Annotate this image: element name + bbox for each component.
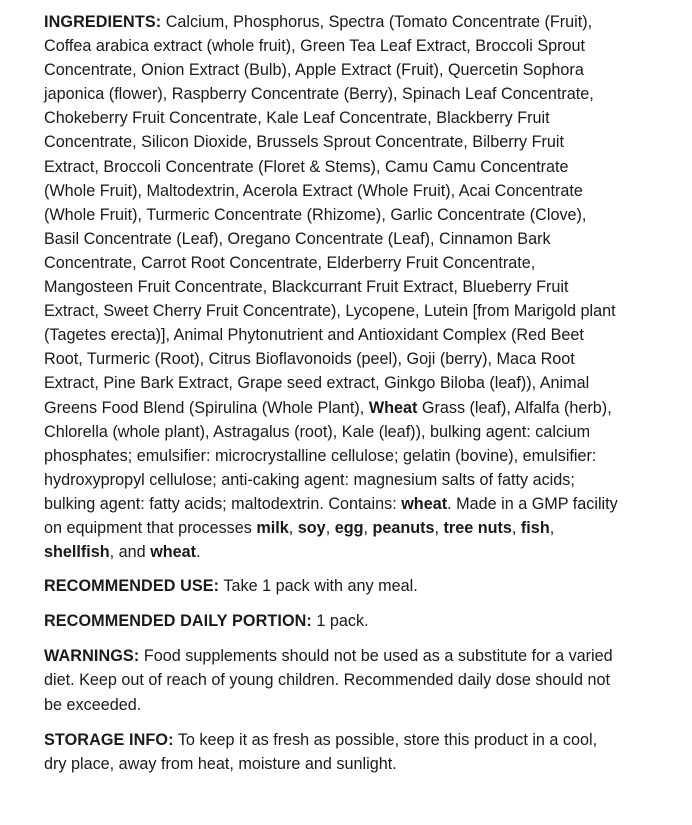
separator: ,	[434, 518, 444, 537]
separator: ,	[511, 518, 521, 537]
recommended-use-label: RECOMMENDED USE:	[44, 577, 220, 596]
facility-text: . Made in a GMP facility on equipment that processes	[44, 494, 618, 537]
allergen-peanuts: peanuts	[372, 518, 435, 537]
storage-text: To keep it as fresh as possible, store this product in a cool, dry place, away from heat, moisture and sunlight.	[44, 730, 598, 773]
warnings-text: Food supplements should not be used as a substitute for a varied diet. Keep out of reach of young children. Recommended daily dose should not be exceeded.	[44, 647, 613, 714]
recommended-use-text: Take 1 pack with any meal.	[219, 577, 418, 596]
daily-portion-section	[44, 609, 619, 633]
allergen-wheat: wheat	[401, 494, 448, 513]
daily-portion-text: 1 pack.	[311, 612, 369, 631]
allergen-wheat: Wheat	[368, 398, 418, 417]
separator: ,	[325, 518, 335, 537]
allergen-fish: fish	[520, 518, 550, 537]
allergen-tree-nuts: tree nuts	[443, 518, 512, 537]
separator: ,	[549, 518, 555, 537]
separator: ,	[363, 518, 373, 537]
separator: , and	[109, 543, 151, 562]
allergen-milk: milk	[256, 518, 289, 537]
allergen-shellfish: shellfish	[44, 543, 110, 562]
daily-portion-label: RECOMMENDED DAILY PORTION:	[44, 612, 312, 631]
allergen-wheat: wheat	[150, 543, 197, 562]
ingredients-label: INGREDIENTS:	[44, 13, 162, 31]
recommended-use-section	[44, 574, 619, 598]
ingredients-text: Calcium, Phosphorus, Spectra (Tomato Concentrate (Fruit), Coffea arabica extract (whole fruit), Green Tea Leaf Extract, Broccoli Sprout Concentrate, Onion Extract (Bulb), Apple Extract (Fruit), Quercetin Sophora japonica (flower), Raspberry Concentrate (Berry), Spinach Leaf Concentrate, Chokeberry Fruit Concentrate, Kale Leaf Concentrate, Blackberry Fruit Concentrate, Silicon Dioxide, Brussels Sprout Concentrate, Bilberry Fruit Extract, Broccoli Concentrate (Floret & Stems), Camu Camu Concentrate (Whole Fruit), Maltodextrin, Acerola Extract (Whole Fruit), Acai Concentrate (Whole Fruit), Turmeric Concentrate (Rhizome), Garlic Concentrate (Clove), Basil Concentrate (Leaf), Oregano Concentrate (Leaf), Cinnamon Bark Concentrate, Carrot Root Concentrate, Elderberry Fruit Concentrate, Mangosteen Fruit Concentrate, Blackcurrant Fruit Extract, Blueberry Fruit Extract, Sweet Cherry Fruit Concentrate), Lycopene, Lutein [from Marigold plant (Tagetes erecta)], Animal Phytonutrient and Antioxidant Complex (Red Beet Root, Turmeric (Root), Citrus Bioflavonoids (peel), Goji (berry), Maca Root Extract, Pine Bark Extract, Grape seed extract, Ginkgo Biloba (leaf)), Animal Greens Food Blend (Spirulina (Whole Plant),	[44, 13, 616, 417]
storage-section	[44, 728, 619, 776]
storage-label: STORAGE INFO:	[44, 730, 174, 749]
ingredients-section	[44, 10, 619, 564]
warnings-label: WARNINGS:	[44, 647, 140, 666]
product-label-document	[44, 10, 619, 787]
allergen-soy: soy	[297, 518, 326, 537]
sentence-end: .	[196, 543, 201, 562]
ingredients-text: Grass (leaf), Alfalfa (herb), Chlorella (whole plant), Astragalus (root), Kale (leaf)), bulking agent: calcium phosphates; emulsifier: microcrystalline cellulose; gelatin (bovine), emulsifier: hydroxypropyl cellulose; anti-caking agent: magnesium salts of fatty acids; bulking agent: fatty acids; maltodextrin. Contains:	[44, 398, 612, 513]
warnings-section	[44, 644, 619, 716]
allergen-egg: egg	[334, 518, 364, 537]
separator: ,	[288, 518, 298, 537]
